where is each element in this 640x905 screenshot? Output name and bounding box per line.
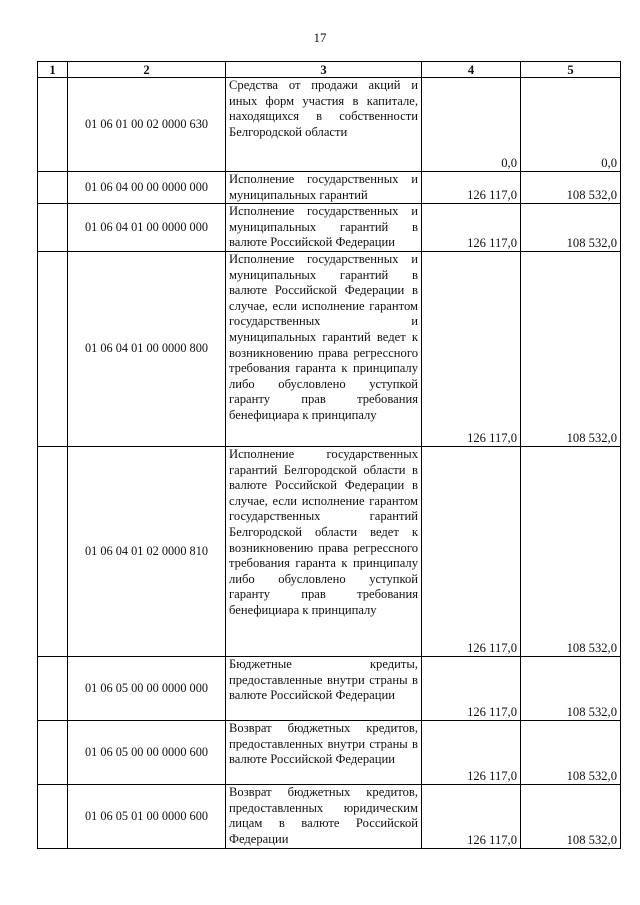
amount-col5-cell: 108 532,0 bbox=[521, 446, 621, 656]
budget-code-cell: 01 06 04 01 00 0000 000 bbox=[68, 204, 226, 252]
row-index-cell bbox=[38, 720, 68, 784]
column-header-1: 1 bbox=[38, 62, 68, 78]
description-cell: Средства от продажи акций и иных форм участия в капитале, находящихся в собственности Белгородской области bbox=[226, 78, 422, 172]
description-cell: Исполнение государственных и муниципальных гарантий в валюте Российской Федерации bbox=[226, 204, 422, 252]
amount-col5-cell: 0,0 bbox=[521, 78, 621, 172]
amount-col5-cell: 108 532,0 bbox=[521, 204, 621, 252]
row-index-cell bbox=[38, 78, 68, 172]
budget-code-cell: 01 06 01 00 02 0000 630 bbox=[68, 78, 226, 172]
row-index-cell bbox=[38, 784, 68, 848]
budget-code-cell: 01 06 04 01 02 0000 810 bbox=[68, 446, 226, 656]
row-index-cell bbox=[38, 446, 68, 656]
budget-table bbox=[37, 61, 621, 849]
budget-code-cell: 01 06 04 01 00 0000 800 bbox=[68, 251, 226, 446]
row-index-cell bbox=[38, 251, 68, 446]
amount-col4-cell: 0,0 bbox=[422, 78, 521, 172]
amount-col5-cell: 108 532,0 bbox=[521, 784, 621, 848]
table-row bbox=[38, 784, 621, 848]
amount-col5-cell: 108 532,0 bbox=[521, 720, 621, 784]
amount-col4-cell: 126 117,0 bbox=[422, 446, 521, 656]
amount-col4-cell: 126 117,0 bbox=[422, 172, 521, 204]
amount-col4-cell: 126 117,0 bbox=[422, 720, 521, 784]
budget-code-cell: 01 06 05 01 00 0000 600 bbox=[68, 784, 226, 848]
description-cell: Исполнение государственных и муниципальных гарантий bbox=[226, 172, 422, 204]
table-row bbox=[38, 446, 621, 656]
budget-code-cell: 01 06 05 00 00 0000 000 bbox=[68, 656, 226, 720]
table-row bbox=[38, 204, 621, 252]
column-header-5: 5 bbox=[521, 62, 621, 78]
amount-col4-cell: 126 117,0 bbox=[422, 204, 521, 252]
column-header-2: 2 bbox=[68, 62, 226, 78]
amount-col4-cell: 126 117,0 bbox=[422, 784, 521, 848]
description-cell: Возврат бюджетных кредитов, предоставленных внутри страны в валюте Российской Федерации bbox=[226, 720, 422, 784]
page-number: 17 bbox=[313, 30, 327, 45]
table-row bbox=[38, 172, 621, 204]
table-row bbox=[38, 251, 621, 446]
row-index-cell bbox=[38, 172, 68, 204]
table-row bbox=[38, 720, 621, 784]
table-header-row bbox=[38, 62, 621, 78]
budget-code-cell: 01 06 04 00 00 0000 000 bbox=[68, 172, 226, 204]
description-cell: Исполнение государственных и муниципальных гарантий в валюте Российской Федерации в случае, если исполнение гарантом государственных и муниципальных гарантий ведет к возникновению права регрессного требования гаранта к принципалу либо обусловлено уступкой гаранту прав требования бенефициара к принципалу bbox=[226, 251, 422, 446]
row-index-cell bbox=[38, 656, 68, 720]
column-header-4: 4 bbox=[422, 62, 521, 78]
description-cell: Бюджетные кредиты, предоставленные внутри страны в валюте Российской Федерации bbox=[226, 656, 422, 720]
amount-col4-cell: 126 117,0 bbox=[422, 656, 521, 720]
amount-col4-cell: 126 117,0 bbox=[422, 251, 521, 446]
table-row bbox=[38, 78, 621, 172]
row-index-cell bbox=[38, 204, 68, 252]
column-header-3: 3 bbox=[226, 62, 422, 78]
description-cell: Исполнение государственных гарантий Белгородской области в валюте Российской Федерации в случае, если исполнение гарантом государственных гарантий Белгородской области ведет к возникновению права регрессного требования гаранта к принципалу либо обусловлено уступкой гаранту прав требования бенефициара к принципалу bbox=[226, 446, 422, 656]
description-cell: Возврат бюджетных кредитов, предоставленных юридическим лицам в валюте Российской Федерации bbox=[226, 784, 422, 848]
table-row bbox=[38, 656, 621, 720]
amount-col5-cell: 108 532,0 bbox=[521, 656, 621, 720]
amount-col5-cell: 108 532,0 bbox=[521, 251, 621, 446]
amount-col5-cell: 108 532,0 bbox=[521, 172, 621, 204]
budget-code-cell: 01 06 05 00 00 0000 600 bbox=[68, 720, 226, 784]
